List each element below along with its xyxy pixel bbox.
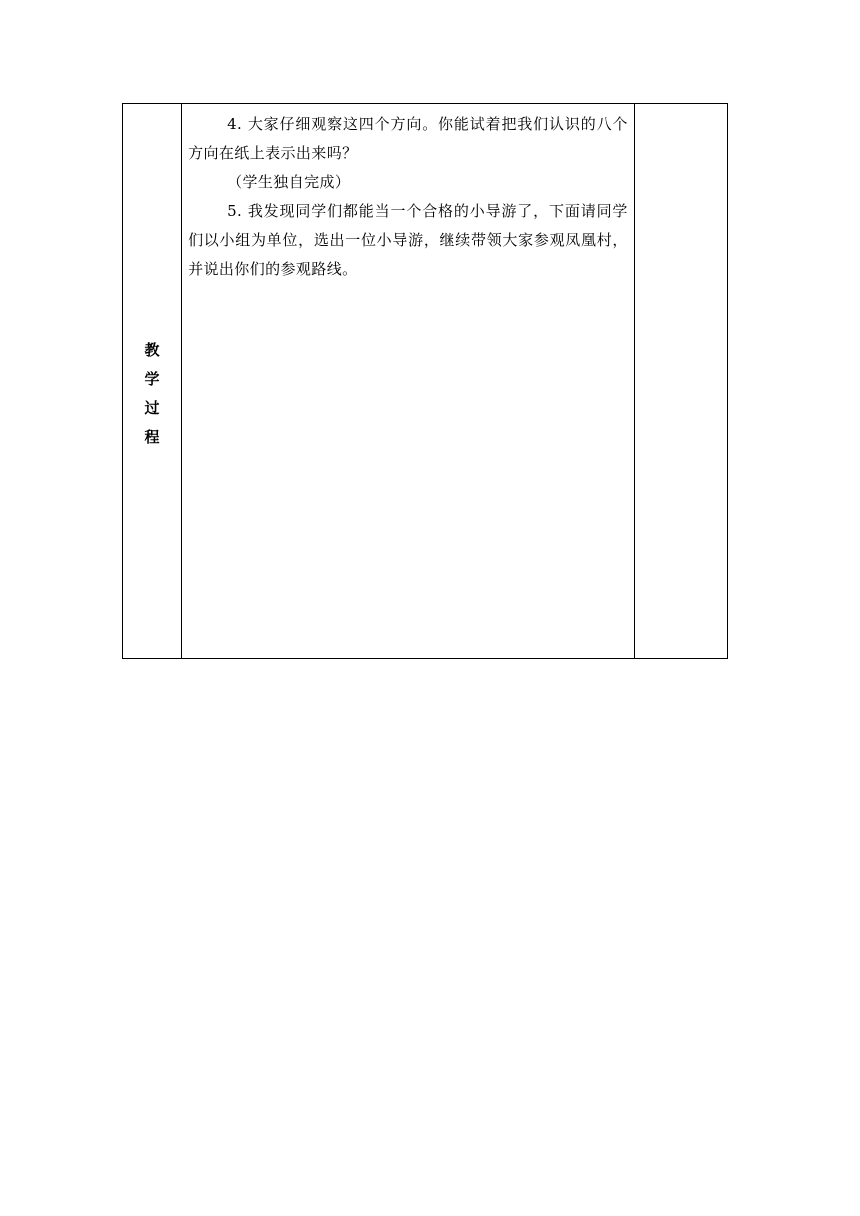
paragraph-step-5: 5. 我发现同学们都能当一个合格的小导游了，下面请同学们以小组为单位，选出一位小导游，继续带领大家参观凤凰村，并说出你们的参观路线。 [188, 202, 628, 278]
paragraph-step-4: 4. 大家仔细观察这四个方向。你能试着把我们认识的八个方向在纸上表示出来吗？ [188, 115, 628, 162]
content-cell [182, 104, 635, 659]
section-label-cell [123, 104, 182, 659]
paragraph-student-note: （学生独自完成） [227, 173, 351, 191]
table-row [123, 104, 728, 659]
lesson-plan-table [122, 103, 728, 659]
notes-cell [634, 104, 727, 659]
section-label: 教学过程 [144, 341, 160, 446]
